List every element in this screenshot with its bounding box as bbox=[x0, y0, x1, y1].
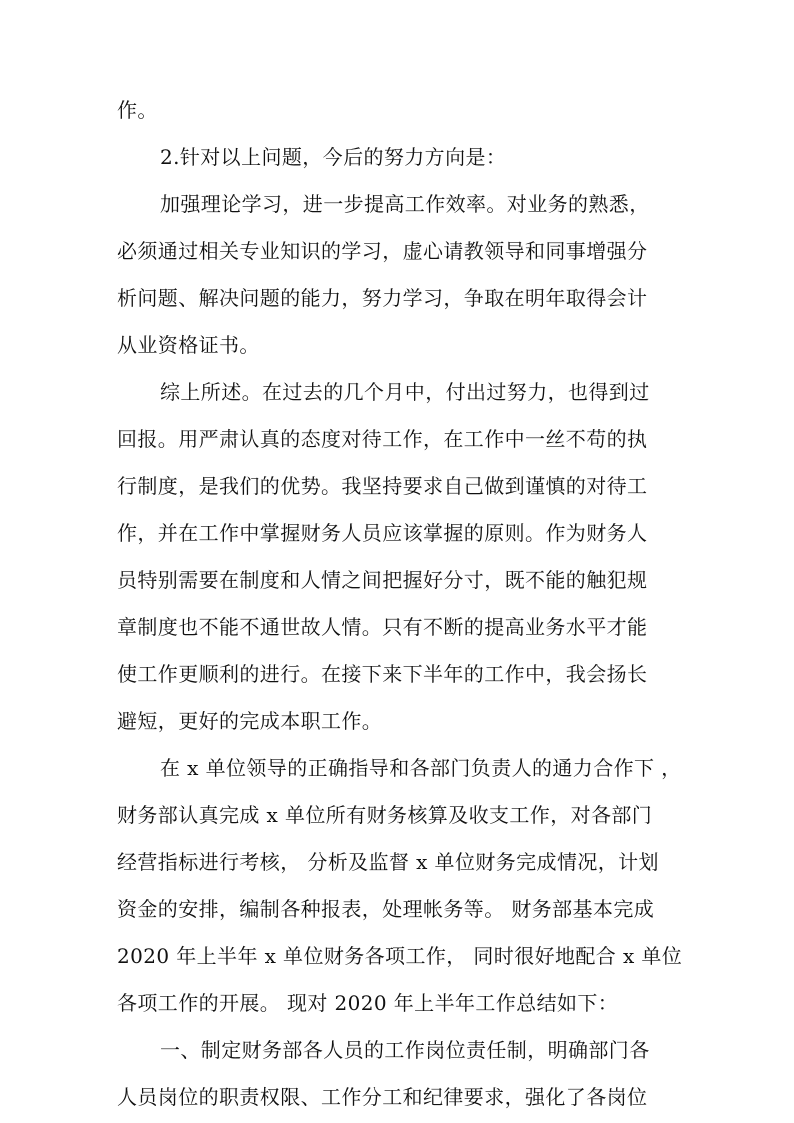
text-line: 员特别需要在制度和人情之间把握好分寸，既不能的触犯规 bbox=[117, 568, 648, 592]
text-line: 资金的安排，编制各种报表，处理帐务等。 财务部基本完成 bbox=[117, 897, 655, 921]
text-line: 2020 年上半年 x 单位财务各项工作， 同时很好地配合 x 单位 bbox=[117, 944, 683, 968]
text-line: 经营指标进行考核， 分析及监督 x 单位财务完成情况，计划 bbox=[117, 850, 659, 874]
text-line: 避短，更好的完成本职工作。 bbox=[117, 709, 383, 733]
text-line: 章制度也不能不通世故人情。只有不断的提高业务水平才能 bbox=[117, 615, 648, 639]
text-line: 2.针对以上问题，今后的努力方向是： bbox=[160, 145, 507, 169]
text-line: 财务部认真完成 x 单位所有财务核算及收支工作，对各部门 bbox=[117, 803, 653, 827]
text-line: 一、制定财务部各人员的工作岗位责任制，明确部门各 bbox=[160, 1038, 650, 1062]
text-line: 析问题、解决问题的能力，努力学习，争取在明年取得会计 bbox=[117, 286, 648, 310]
text-line: 作。 bbox=[117, 98, 158, 122]
text-line: 从业资格证书。 bbox=[117, 333, 260, 357]
text-line: 人员岗位的职责权限、工作分工和纪律要求，强化了各岗位 bbox=[117, 1085, 648, 1109]
text-line: 在 x 单位领导的正确指导和各部门负责人的通力合作下 ， bbox=[160, 756, 682, 780]
text-line: 必须通过相关专业知识的学习，虚心请教领导和同事增强分 bbox=[117, 239, 648, 263]
text-line: 各项工作的开展。 现对 2020 年上半年工作总结如下： bbox=[117, 991, 619, 1015]
text-line: 加强理论学习，进一步提高工作效率。对业务的熟悉， bbox=[160, 192, 650, 216]
text-line: 行制度，是我们的优势。我坚持要求自己做到谨慎的对待工 bbox=[117, 474, 648, 498]
text-line: 回报。用严肃认真的态度对待工作，在工作中一丝不苟的执 bbox=[117, 427, 648, 451]
text-line: 作，并在工作中掌握财务人员应该掌握的原则。作为财务人 bbox=[117, 521, 648, 545]
text-line: 使工作更顺利的进行。在接下来下半年的工作中，我会扬长 bbox=[117, 662, 648, 686]
text-line: 综上所述。在过去的几个月中，付出过努力，也得到过 bbox=[160, 380, 650, 404]
